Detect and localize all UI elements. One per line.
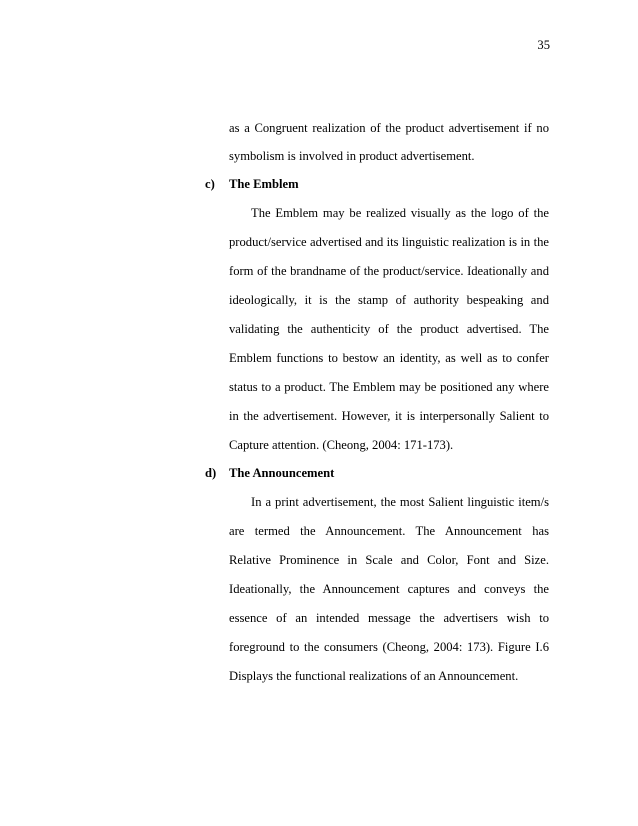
page-number: 35 xyxy=(537,38,550,52)
intro-line-1: as a Congruent realization of the product advertisement if no xyxy=(229,121,549,135)
section-c-line: in the advertisement. However, it is interpersonally Salient to xyxy=(229,409,549,423)
section-c-line: validating the authenticity of the product advertised. The xyxy=(229,322,549,336)
section-c-title: The Emblem xyxy=(229,177,299,191)
section-d-line: Ideationally, the Announcement captures and conveys the xyxy=(229,582,549,596)
section-c-line: The Emblem may be realized visually as the logo of the xyxy=(251,206,549,220)
section-d-line: are termed the Announcement. The Announcement has xyxy=(229,524,549,538)
section-c-line: ideologically, it is the stamp of authority bespeaking and xyxy=(229,293,549,307)
intro-line-2: symbolism is involved in product advertisement. xyxy=(229,149,475,163)
section-d-line: Relative Prominence in Scale and Color, Font and Size. xyxy=(229,553,549,567)
section-d-line: essence of an intended message the advertisers wish to xyxy=(229,611,549,625)
section-d-line: In a print advertisement, the most Salient linguistic item/s xyxy=(251,495,549,509)
section-c-line: form of the brandname of the product/service. Ideationally and xyxy=(229,264,549,278)
section-c-line: product/service advertised and its linguistic realization is in the xyxy=(229,235,549,249)
section-c-line: status to a product. The Emblem may be positioned any where xyxy=(229,380,549,394)
section-d-line: foreground to the consumers (Cheong, 2004: 173). Figure I.6 xyxy=(229,640,549,654)
section-d-line: Displays the functional realizations of an Announcement. xyxy=(229,669,519,683)
section-c-line: Capture attention. (Cheong, 2004: 171-173). xyxy=(229,438,454,452)
section-d-title: The Announcement xyxy=(229,466,335,480)
section-c-line: Emblem functions to bestow an identity, as well as to confer xyxy=(229,351,549,365)
section-d-letter: d) xyxy=(205,466,217,480)
section-c-letter: c) xyxy=(205,177,215,191)
